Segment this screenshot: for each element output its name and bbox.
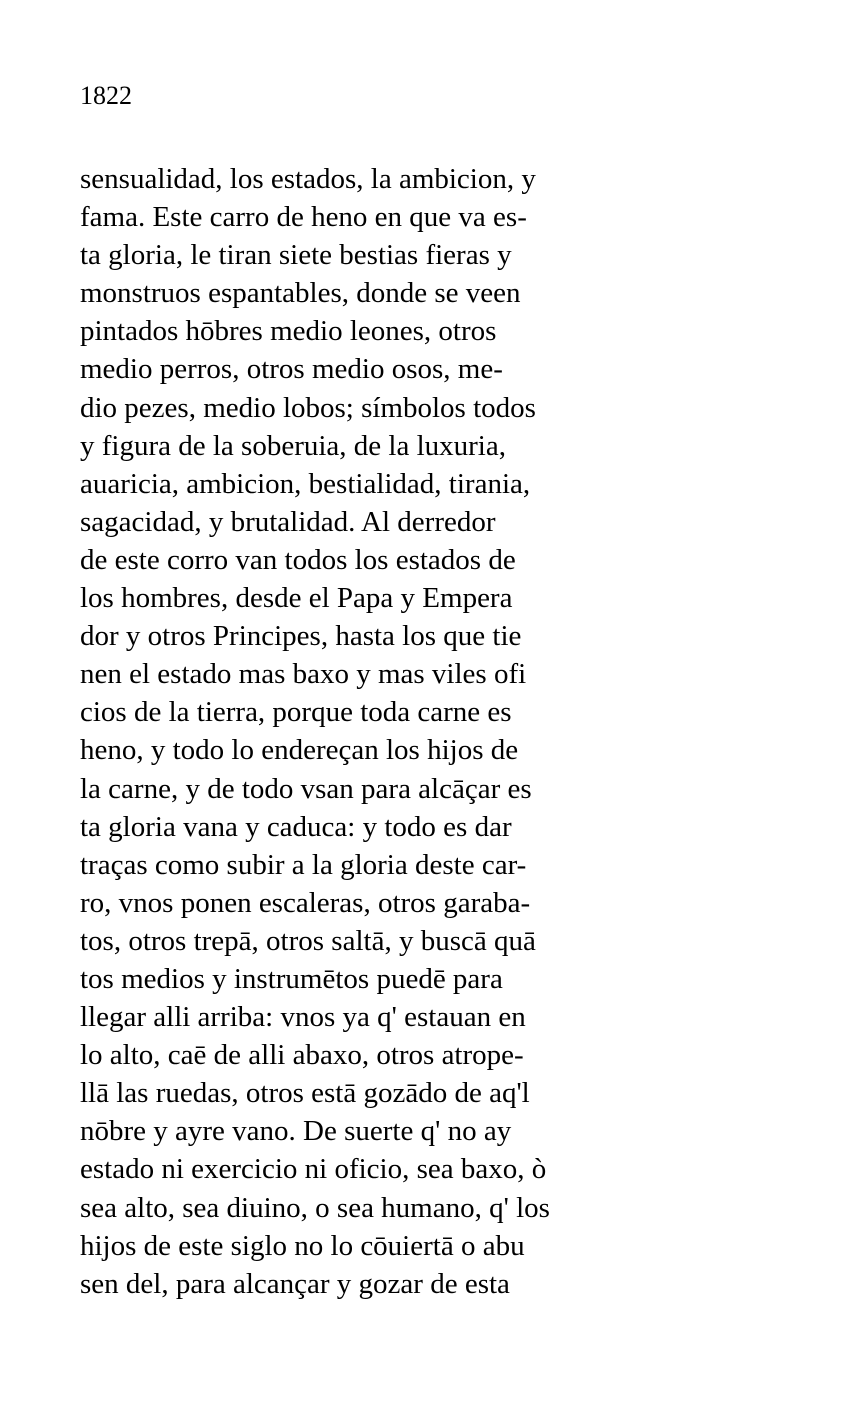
text-line: heno, y todo lo endereçan los hijos de: [80, 734, 519, 767]
text-line: los hombres, desde el Papa y Empera: [80, 582, 513, 615]
text-line: nen el estado mas baxo y mas viles ofi: [80, 658, 527, 691]
text-line: y figura de la soberuia, de la luxuria,: [80, 429, 506, 462]
text-line: estado ni exercicio ni oficio, sea baxo, ò: [80, 1153, 547, 1186]
text-line: sagacidad, y brutalidad. Al derredor: [80, 505, 496, 538]
text-line: fama. Este carro de heno en que va es-: [80, 201, 527, 234]
text-line: nōbre y ayre vano. De suerte q' no ay: [80, 1115, 512, 1148]
text-line: de este corro van todos los estados de: [80, 543, 516, 576]
text-line: tos, otros trepā, otros saltā, y buscā quā: [80, 924, 536, 957]
text-line: sea alto, sea diuino, o sea humano, q' los: [80, 1191, 550, 1224]
page-number: 1822: [80, 81, 132, 110]
body-text: [80, 160, 700, 1303]
text-line: llā las ruedas, otros estā gozādo de aq'l: [80, 1077, 530, 1110]
text-line: llegar alli arriba: vnos ya q' estauan en: [80, 1001, 526, 1034]
text-line: medio perros, otros medio osos, me-: [80, 353, 503, 386]
text-line: sen del, para alcançar y gozar de esta: [80, 1267, 510, 1300]
text-line: dio pezes, medio lobos; símbolos todos: [80, 391, 536, 424]
text-line: ro, vnos ponen escaleras, otros garaba-: [80, 886, 531, 919]
text-line: auaricia, ambicion, bestialidad, tirania,: [80, 467, 531, 500]
text-line: cios de la tierra, porque toda carne es: [80, 696, 512, 729]
text-line: dor y otros Principes, hasta los que tie: [80, 620, 522, 653]
text-line: ta gloria, le tiran siete bestias fieras y: [80, 239, 512, 272]
text-line: traças como subir a la gloria deste car-: [80, 848, 527, 881]
text-line: hijos de este siglo no lo cōuiertā o abu: [80, 1229, 525, 1262]
text-line: sensualidad, los estados, la ambicion, y: [80, 163, 536, 195]
text-line: ta gloria vana y caduca: y todo es dar: [80, 810, 512, 843]
text-line: pintados hōbres medio leones, otros: [80, 315, 497, 348]
text-line: la carne, y de todo vsan para alcāçar es: [80, 772, 532, 805]
text-line: lo alto, caē de alli abaxo, otros atrope-: [80, 1039, 524, 1072]
text-line: monstruos espantables, donde se veen: [80, 277, 521, 310]
text-line: tos medios y instrumētos puedē para: [80, 962, 503, 995]
